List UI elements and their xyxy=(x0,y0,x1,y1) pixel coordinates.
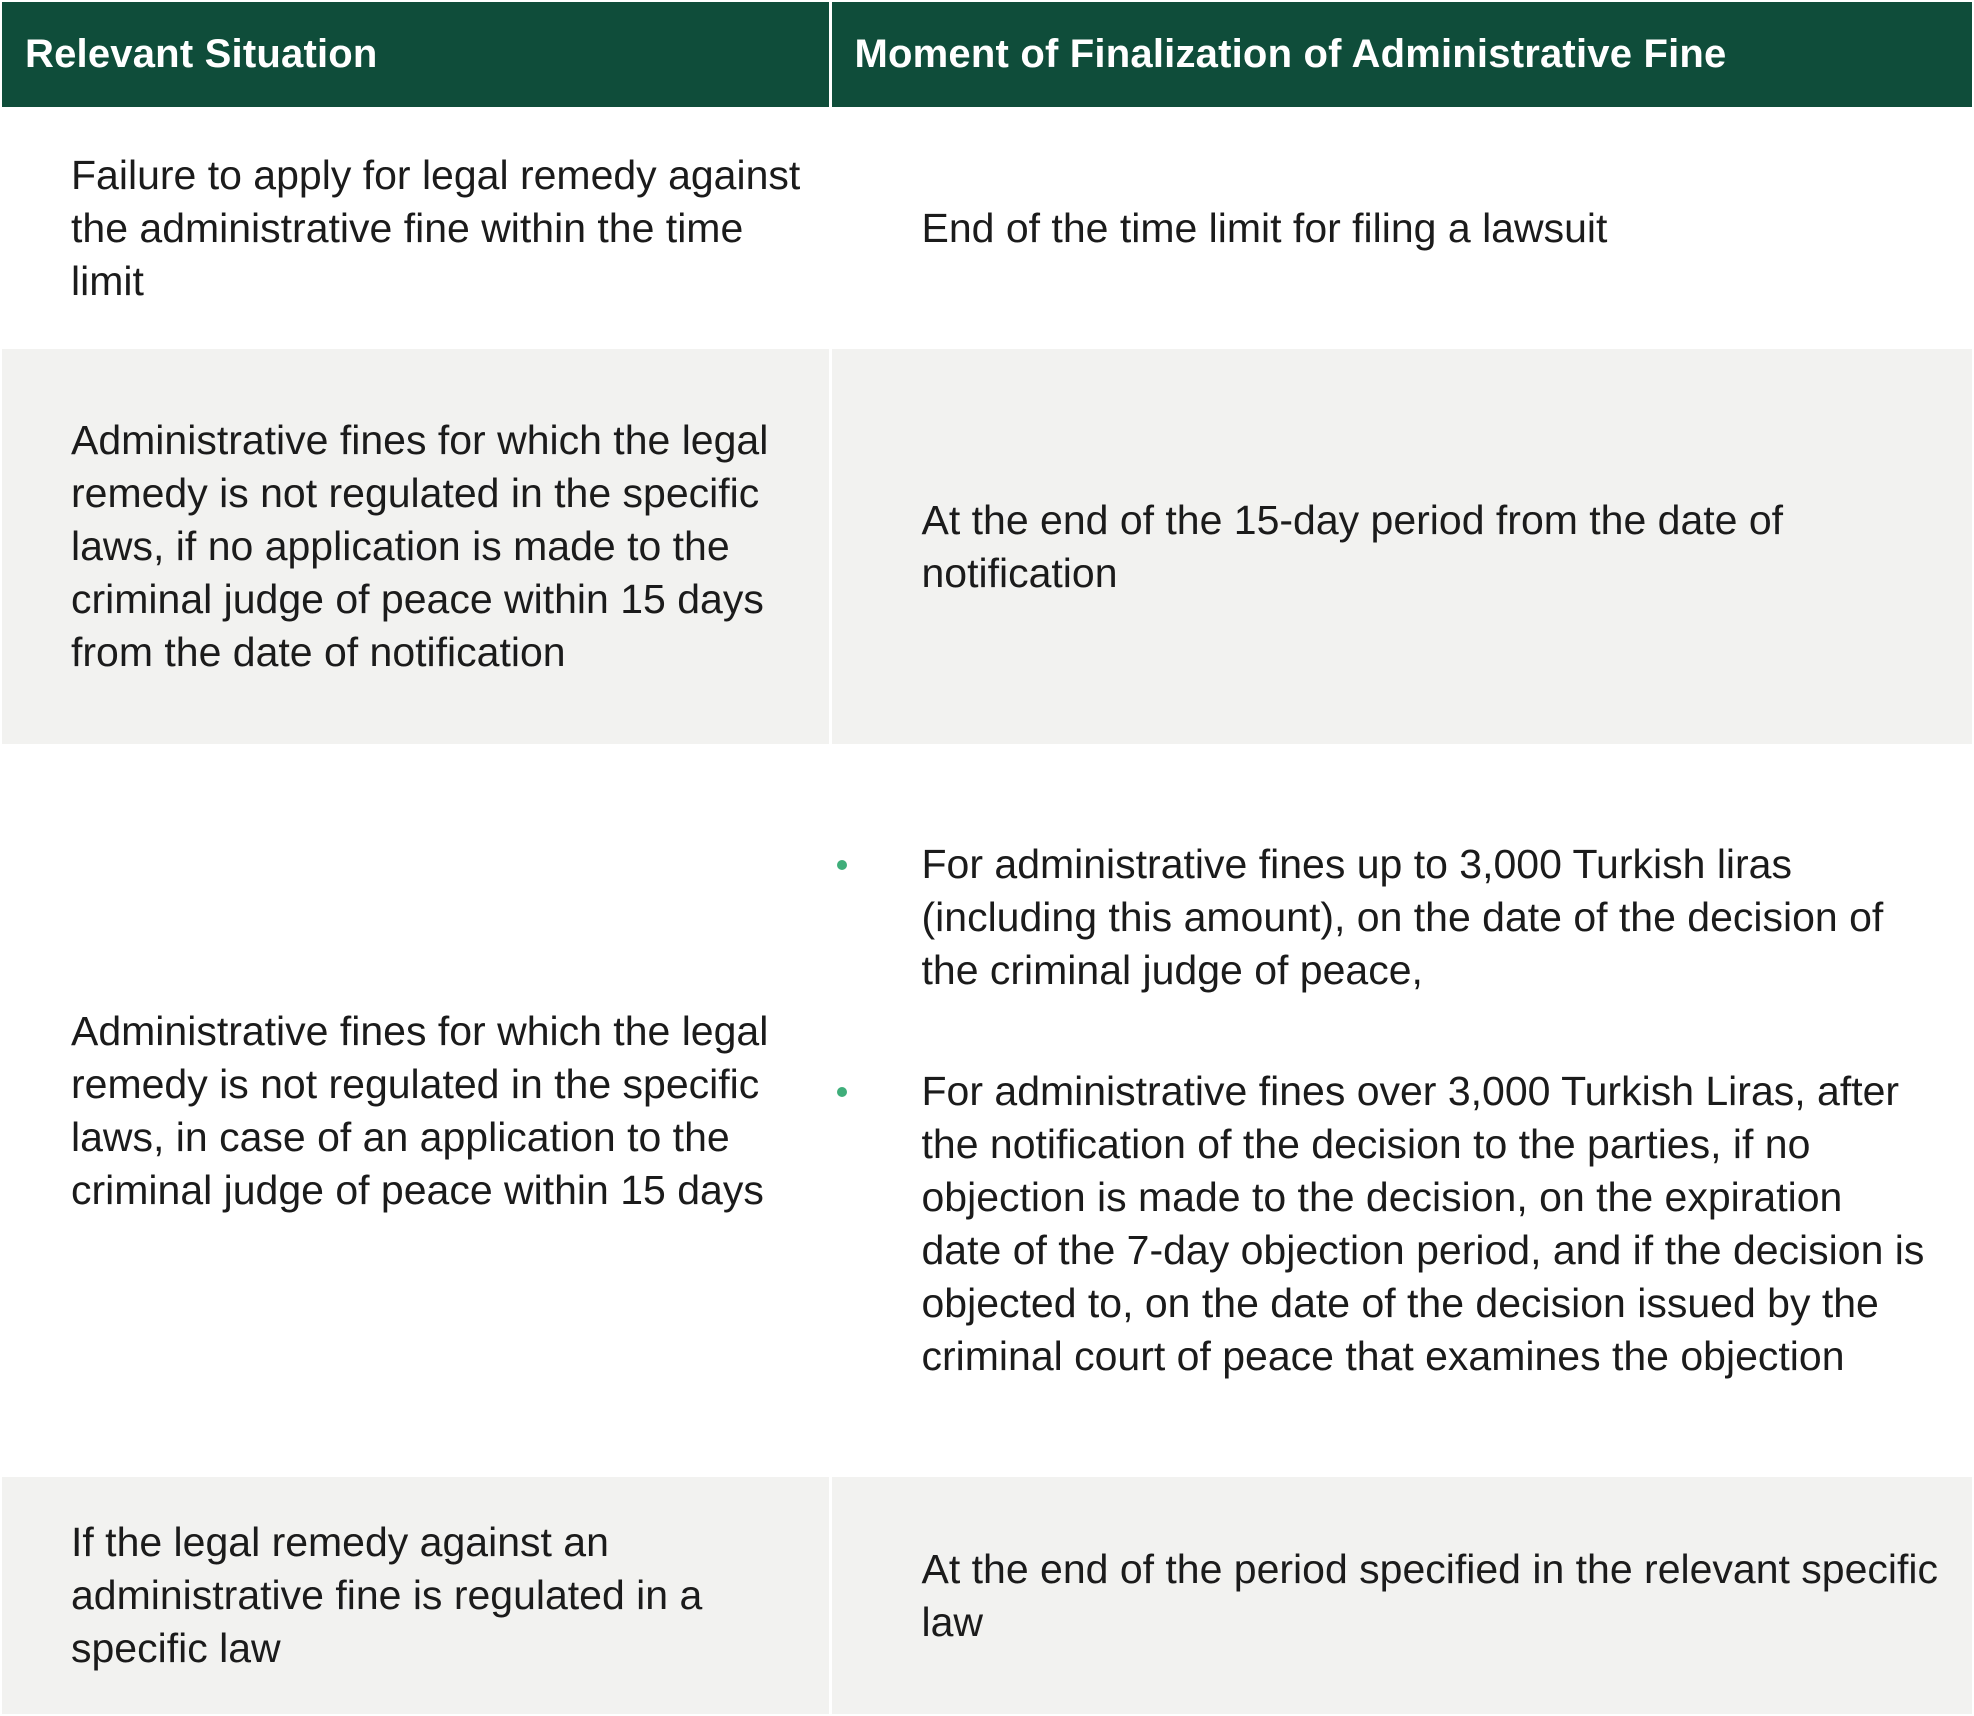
moment-bullet-text: For administrative fines over 3,000 Turkish Liras, after the notification of the decision to the parties, if no objection is made to the decision, on the expiration date of the 7-day objection period, and if the decision is objected to, on the date of the decision issued by the criminal court of peace that examines the objection xyxy=(921,1068,1925,1379)
table-row xyxy=(2,744,1972,1477)
table-row xyxy=(2,349,1972,744)
situation-cell: Administrative fines for which the legal remedy is not regulated in the specific laws, in case of an application to the criminal judge of peace within 15 days xyxy=(2,744,830,1477)
moment-bullet-text: For administrative fines up to 3,000 Turkish liras (including this amount), on the date of the decision of the criminal judge of peace, xyxy=(921,841,1884,993)
table-row xyxy=(2,107,1972,349)
moment-bullet-item xyxy=(895,1065,1933,1383)
bullet-dot-icon xyxy=(837,860,847,870)
moment-cell: End of the time limit for filing a lawsuit xyxy=(830,107,1972,349)
situation-cell: Administrative fines for which the legal remedy is not regulated in the specific laws, if no application is made to the criminal judge of peace within 15 days from the date of notification xyxy=(2,349,830,744)
situation-cell: Failure to apply for legal remedy against the administrative fine within the time limit xyxy=(2,107,830,349)
header-relevant-situation: Relevant Situation xyxy=(2,2,830,107)
header-moment-of-finalization: Moment of Finalization of Administrative Fine xyxy=(830,2,1972,107)
finalization-table xyxy=(2,2,1972,1714)
situation-cell: If the legal remedy against an administrative fine is regulated in a specific law xyxy=(2,1477,830,1714)
moment-cell: At the end of the 15-day period from the date of notification xyxy=(830,349,1972,744)
header-row xyxy=(2,2,1972,107)
table-row xyxy=(2,1477,1972,1714)
moment-cell xyxy=(830,744,1972,1477)
moment-bullet-item xyxy=(895,838,1933,997)
moment-bullet-list xyxy=(895,838,1933,1383)
moment-cell: At the end of the period specified in the relevant specific law xyxy=(830,1477,1972,1714)
bullet-dot-icon xyxy=(837,1087,847,1097)
